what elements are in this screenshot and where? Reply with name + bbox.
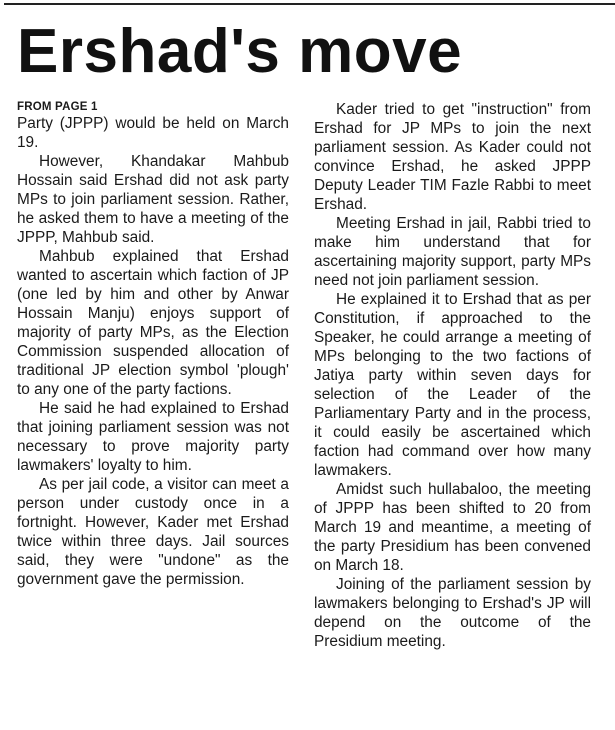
paragraph: Mahbub explained that Ershad wanted to ascertain which faction of JP (one led by him and other by Anwar Hossain Manju) enjoys support of majority of party MPs, as the Election Commission suspended allocation of traditional JP election symbol 'plough' to any one of the party factions. (17, 248, 289, 398)
paragraph: Meeting Ershad in jail, Rabbi tried to make him understand that for ascertaining majority support, party MPs need not join parliament session. (314, 215, 591, 289)
paragraph: He explained it to Ershad that as per Constitution, if approached to the Speaker, he could arrange a meeting of MPs belonging to the two factions of Jatiya party within seven days for selection of the Leader of the Parliamentary Party and in the process, it could easily be ascertained which faction had command over how many lawmakers. (314, 291, 591, 479)
top-rule (4, 3, 615, 5)
paragraph: However, Khandakar Mahbub Hossain said Ershad did not ask party MPs to join parliament session. Rather, he asked them to have a meeting of the JPPP, Mahbub said. (17, 153, 289, 246)
right-column (314, 100, 591, 651)
paragraph: He said he had explained to Ershad that joining parliament session was not necessary to prove majority party lawmakers' loyalty to him. (17, 400, 289, 474)
paragraph: Kader tried to get "instruction" from Ershad for JP MPs to join the next parliament session. As Kader could not convince Ershad, he asked JPPP Deputy Leader TIM Fazle Rabbi to meet Ershad. (314, 101, 591, 213)
paragraph: As per jail code, a visitor can meet a person under custody once in a fortnight. However, Kader met Ershad twice within three days. Jail sources said, they were "undone" as the government gave the permission. (17, 476, 289, 588)
left-column (17, 100, 289, 589)
dateline: FROM PAGE 1 (17, 101, 98, 113)
paragraph: Joining of the parliament session by lawmakers belonging to Ershad's JP will depend on the outcome of the Presidium meeting. (314, 576, 591, 650)
paragraph: Party (JPPP) would be held on March 19. (17, 115, 289, 151)
headline: Ershad's move (17, 17, 463, 86)
paragraph: Amidst such hullabaloo, the meeting of JPPP has been shifted to 20 from March 19 and meantime, a meeting of the party Presidium has been convened on March 18. (314, 481, 591, 574)
